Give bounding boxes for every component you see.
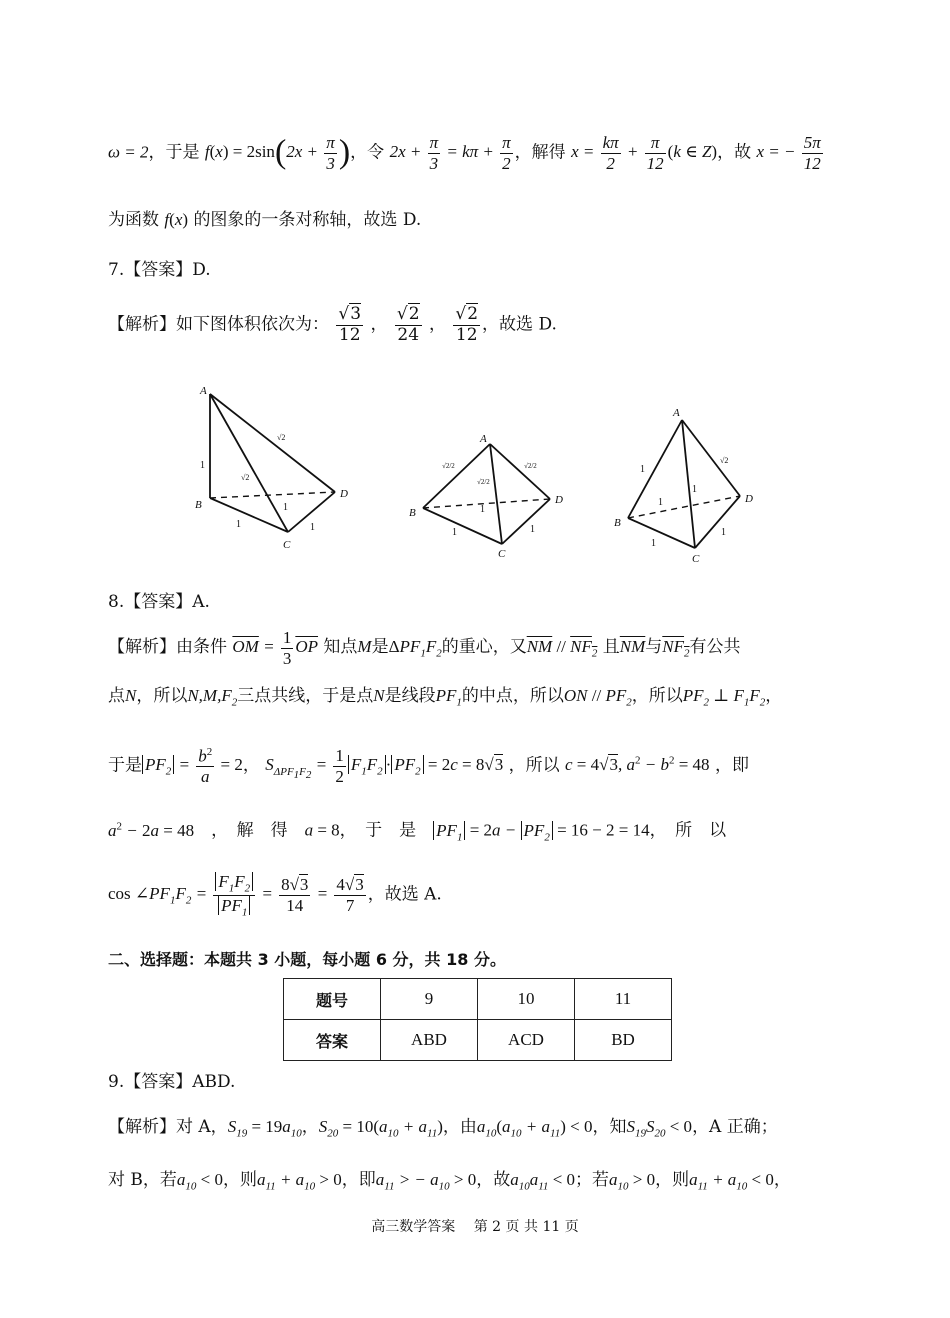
q7-analysis: 【解析】如下图体积依次为： $\frac{√3}{12}$ ， $\frac{√2}{24}$ ， $\frac{√2}{12}$ ，故选 D. [108,304,557,345]
fig2-edge-AB: √2/2 [442,462,455,470]
math-nm: $\overline{NM}$ [619,636,646,656]
tetrahedron-figures [180,380,780,570]
text: 如下图体积依次为： [176,314,329,335]
fig2-edge-CD: 1 [530,524,535,535]
q8-line-3: 于是 $PF_2$ = $\frac{b^2}{a}$ = 2， $S_{\Delta PF_1F_2}$ = $\frac{1}{2}$ $F_1F_2 \cdot PF_2 = 2c = 8√3$ ，所以 c = 4√3, $a^2 - b^2 = 48$ ，即 [108,746,749,787]
math-M: M [357,636,372,656]
math-s19: $S_{19} = 19a_{10}$ [227,1117,302,1140]
math-cos: $\cos \angle PF_1F_2$ = $\frac{F_1F_2}{PF_1}$ = $\frac{8√3}{14}$ = $\frac{4√3}{7}$ [108,872,364,919]
fig3-label-B: B [614,517,621,529]
fig1-label-C: C [283,539,291,551]
q8-line-4: $a^2 - 2a = 48$ ， 解 得 a = 8， 于 是 $PF_1 = 2a - PF_2 = 16 - 2 = 14$， 所 以 [108,820,727,844]
volume-3: $\frac{√2}{12}$ [455,304,479,345]
q8-line-5 [108,872,842,919]
fig1-edge-AB: 1 [200,460,205,471]
text: 解 得 [236,820,288,841]
fig3-inner-1: 1 [692,484,697,495]
q9-line-2: 对 B，若$a_{10} < 0$，则$a_{11} + a_{10} > 0$，即$a_{11}$ > − $a_{10} > 0$，故$a_{10}a_{11} < 0$；若$a_{10} > 0$，则$a_{11} + a_{10} < 0$， [108,1170,791,1193]
table-row [284,979,672,1020]
fig1-label-D: D [340,488,348,500]
fig1-edge-AD: √2 [277,433,286,442]
text: 的重心，又 [441,636,527,657]
fig1-label-A: A [200,385,207,397]
fig3-edge-BC: 1 [651,538,656,549]
text: ，故 [476,1170,511,1190]
text: ，知 [592,1117,627,1137]
text: 三点共线，于是点 [237,686,374,706]
text: ，则 [655,1170,690,1190]
fig1-edge-CD: 1 [310,522,315,533]
math-on-parallel: ON // $PF_2$ [563,686,632,709]
text: 的图象的一条对称轴，故选 D. [193,210,422,230]
math-s20: $S_{20} = 10(a_{10} + a_{11})$ [318,1117,443,1140]
text: ，故选 A. [367,884,442,905]
fig1-label-B: B [195,499,202,511]
text: ，解得 [514,142,566,163]
text: 有公共 [689,636,741,657]
math-area: $S_{\Delta PF_1F_2}$ = $\frac{1}{2}$ $F_1F_2 \cdot PF_2 = 2c = 8√3$ [265,746,504,786]
answer-table [283,978,672,1061]
math-sum-pos: $a_{11} + a_{10} > 0$ [257,1170,342,1193]
table-header-cell: 题号 [284,979,381,1020]
table-row [284,1020,672,1061]
formula-line-1 [108,133,842,174]
fig1-edge-BC: 1 [236,519,241,530]
math-fx: f(x) = 2sin(2x + $\frac{\pi}{3}$ ) [204,133,351,173]
fig2-label-B: B [409,507,416,519]
q8-line-1 [108,628,842,668]
text: 对 A， [176,1117,228,1137]
text: ，于是 [148,142,200,163]
text: ， 于 是 [339,820,417,841]
fig2-edge-BC: 1 [452,527,457,538]
text: 是 [371,636,389,657]
text: ，所以 [508,755,560,776]
table-cell: 答案 [284,1020,381,1061]
text: 且 [602,636,620,657]
text: ， 所 以 [649,820,727,841]
q7-answer: 7.【答案】D. [108,260,211,280]
analysis-label: 【解析】 [108,314,176,335]
text: ，由 [442,1117,477,1137]
text: ，故 [717,142,752,163]
table-header-cell: 9 [381,979,478,1020]
fig2-edge-AC: √2/2 [477,478,490,486]
text: 是线段 [384,686,436,706]
math-product: $a_{10}(a_{10} + a_{11}) < 0$ [476,1117,593,1140]
fig3-label-A: A [673,407,680,419]
math-axis: x = − $\frac{5\pi}{12}$ [756,133,821,173]
text: 为函数 [108,210,159,230]
text: ，则 [223,1170,257,1190]
analysis-label: 【解析】 [108,636,176,657]
fig2-inner-1: 1 [480,504,485,515]
text: ，令 [350,142,385,163]
math-vec-om: $\overline{OM}$ = $\frac{1}{3}$ $\overline{OP}$ [232,628,319,668]
math-a10-neg: $a_{10} < 0$ [176,1170,223,1193]
text: ，所以 [136,686,188,706]
text: ；若 [575,1170,610,1190]
fig1-inner-1: 1 [283,502,288,513]
page-footer: 高三数学答案 第 2 页 共 11 页 [371,1219,579,1235]
text: 于是 [108,755,142,776]
text: ，即 [341,1170,376,1190]
analysis-label: 【解析】 [108,1117,176,1137]
fig3-edge-AD: √2 [720,456,729,465]
math-eq1: 2x + $\frac{\pi}{3}$ = kπ + $\frac{\pi}{2}$ [389,133,511,173]
fig3-label-D: D [745,493,753,505]
q9-line-1: 【解析】对 A，$S_{19} = 19a_{10}$，$S_{20} = 10(a_{10} + a_{11})$，由$a_{10}(a_{10} + a_{11}) < 0$，知$S_{19}S_{20} < 0$，A 正确； [108,1117,778,1140]
text: 点 [108,686,125,706]
text: 由条件 [176,636,227,657]
math-nf2: $NF_2$ [662,636,690,660]
text: 知点 [323,636,358,657]
text: ，A 正确； [692,1117,778,1137]
fig2-edge-AD: √2/2 [524,462,537,470]
fig3-edge-CD: 1 [721,527,726,538]
q8-answer: 8.【答案】A. [108,592,210,612]
formula-line-2 [108,210,842,230]
math-c-value: c = 4√3, $a^2 - b^2 = 48$ [565,754,710,775]
math-a-value: a = 8 [304,820,340,840]
math-perp: $PF_2$ ⊥ $F_1F_2$ [682,686,766,709]
volume-1: $\frac{√3}{12}$ [338,304,362,345]
text: 与 [645,636,663,657]
omega-value: ω = 2 [108,142,149,162]
math-triangle: $\Delta PF_1F_2$ [388,636,442,660]
text: 的中点，所以 [461,686,564,706]
math-solution: x = $\frac{k\pi}{2}$ + $\frac{\pi}{12}$ (k ∈ Z) [571,133,718,173]
math-pf1-value: $PF_1 = 2a - PF_2 = 16 - 2 = 14$ [433,821,649,840]
math-ineq: $a_{11}$ > − $a_{10} > 0$ [375,1170,477,1193]
fig2-label-A: A [480,433,487,445]
table-cell: ACD [478,1020,575,1061]
math-sum-neg: $a_{11} + a_{10} < 0$ [689,1170,774,1193]
text: ，即 [714,755,749,776]
q9-answer: 9.【答案】ABD. [108,1072,236,1092]
math-a-eq: $a^2 - 2a = 48$ [108,820,195,840]
section-heading: 二、选择题：本题共 3 小题，每小题 6 分，共 18 分。 [108,950,506,969]
text: 对 B，若 [108,1170,177,1190]
volume-2: $\frac{√2}{24}$ [396,304,420,345]
math-pf1: $PF_1$ [435,686,462,709]
fig3-edge-AB: 1 [640,464,645,475]
math-pf2-value: $PF_2$ = $\frac{b^2}{a}$ = 2 [142,755,243,774]
math-fx2: f(x) [164,210,189,229]
text: ，所以 [631,686,683,706]
fig3-label-C: C [692,553,700,565]
table-header-cell: 11 [575,979,672,1020]
text: ，故选 D. [482,314,557,335]
fig2-label-C: C [498,548,506,560]
q8-line-2: 点N，所以$N,M,F_2$三点共线，于是点N是线段$PF_1$的中点，所以ON // $PF_2$，所以$PF_2$ ⊥ $F_1F_2$， [108,686,783,709]
table-header-cell: 10 [478,979,575,1020]
fig2-label-D: D [555,494,563,506]
math-N: N [125,686,137,705]
table-cell: BD [575,1020,672,1061]
math-collinear: $N,M,F_2$ [187,686,238,709]
table-cell: ABD [381,1020,478,1061]
fig3-edge-BD: 1 [658,497,663,508]
math-a10-pos: $a_{10} > 0$ [609,1170,656,1193]
math-N2: N [373,686,385,705]
math-prod-neg: $a_{10}a_{11} < 0$ [510,1170,576,1193]
fig1-edge-AC: √2 [241,473,250,482]
math-parallel: $\overline{NM} // NF_2$ [526,636,598,660]
math-s19s20: $S_{19}S_{20} < 0$ [626,1117,693,1140]
